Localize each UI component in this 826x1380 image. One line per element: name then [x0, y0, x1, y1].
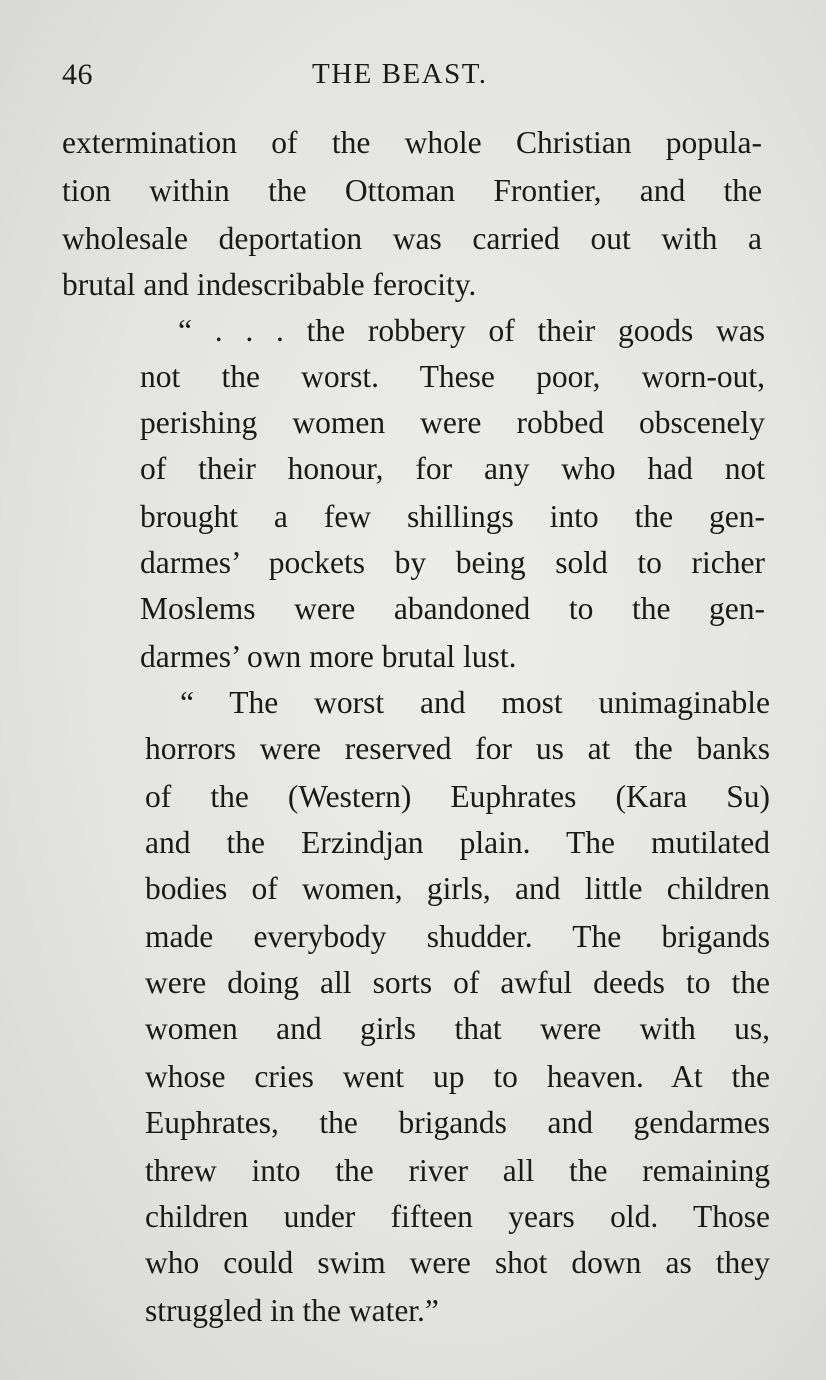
- text-line: of the (Western) Euphrates (Kara Su): [145, 779, 770, 814]
- text-line: brutal and indescribable ferocity.: [62, 267, 477, 302]
- text-line: whose cries went up to heaven. At the: [145, 1059, 770, 1094]
- text-line: and the Erzindjan plain. The mutilated: [145, 825, 770, 860]
- text-line: darmes’ pockets by being sold to richer: [140, 545, 765, 580]
- text-line: made everybody shudder. The brigands: [145, 919, 770, 954]
- text-line: tion within the Ottoman Frontier, and the: [62, 173, 762, 208]
- text-line: “ . . . the robbery of their goods was: [178, 313, 765, 348]
- text-line: not the worst. These poor, worn-out,: [140, 359, 765, 394]
- page-header: [62, 58, 762, 98]
- page-number: 46: [62, 58, 93, 91]
- text-line: who could swim were shot down as they: [145, 1245, 770, 1280]
- text-line: were doing all sorts of awful deeds to the: [145, 965, 770, 1000]
- text-line: of their honour, for any who had not: [140, 451, 765, 486]
- text-line: “ The worst and most unimaginable: [180, 685, 770, 720]
- text-line: threw into the river all the remaining: [145, 1153, 770, 1188]
- text-line: women and girls that were with us,: [145, 1011, 770, 1046]
- text-line: struggled in the water.”: [145, 1293, 439, 1328]
- text-line: Euphrates, the brigands and gendarmes: [145, 1105, 770, 1140]
- text-line: children under fifteen years old. Those: [145, 1199, 770, 1234]
- text-line: perishing women were robbed obscenely: [140, 405, 765, 440]
- text-line: horrors were reserved for us at the banks: [145, 731, 770, 766]
- text-line: wholesale deportation was carried out with a: [62, 221, 762, 256]
- text-line: brought a few shillings into the gen-: [140, 499, 765, 534]
- text-line: bodies of women, girls, and little children: [145, 871, 770, 906]
- running-head: THE BEAST.: [312, 58, 488, 90]
- text-line: darmes’ own more brutal lust.: [140, 639, 517, 674]
- text-line: Moslems were abandoned to the gen-: [140, 591, 765, 626]
- text-line: extermination of the whole Christian popula-: [62, 125, 762, 160]
